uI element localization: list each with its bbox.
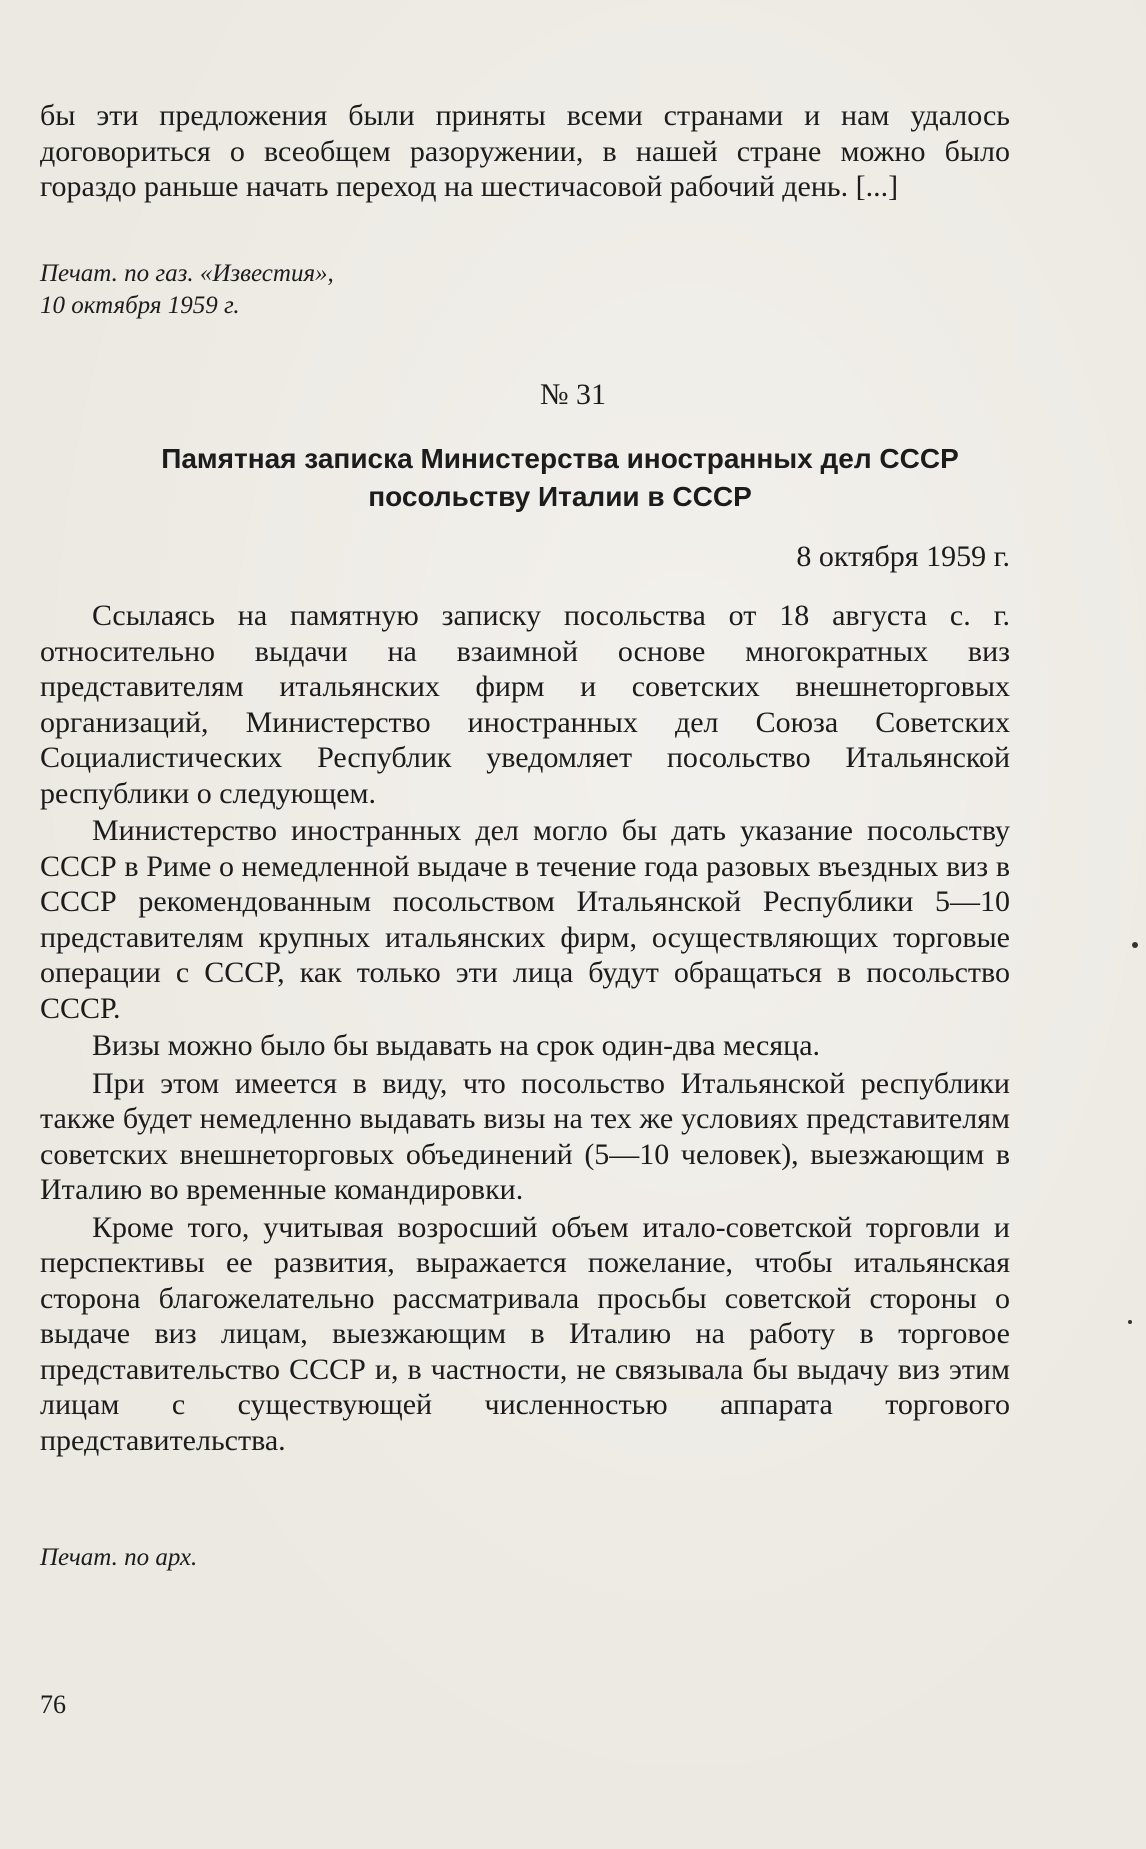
scan-speck — [1132, 942, 1138, 948]
document-source-line: Печат. по арх. — [40, 1544, 198, 1571]
body-paragraph-3: Визы можно было бы выдавать на срок один-два месяца. — [92, 1029, 821, 1062]
document-title-line-2: посольству Италии в СССР — [368, 481, 752, 512]
body-paragraph-2: Министерство иностранных дел могло бы дать указание посольству СССР в Риме о немедленной выдаче в течение года разовых въездных виз в СССР рекомендованным посольством Итальянской Республики 5—10 представителям крупных итальянских фирм, осуществляющих торговые операции с СССР, как только эти лица будут обращаться в посольство СССР. — [40, 814, 1010, 1025]
body-paragraph-5: Кроме того, учитывая возросший объем итало-советской торговли и перспективы ее развития, выражается пожелание, чтобы итальянская сторона благожелательно рассматривала просьбы советской стороны о выдаче виз лицам, выезжающим в Италию на работу в торговое представительство СССР и, в частности, не связывала бы выдачу виз этим лицам с существующей численностью аппарата торгового представительства. — [40, 1210, 1010, 1457]
intro-source-line-2: 10 октября 1959 г. — [40, 292, 240, 319]
body-paragraph-1: Ссылаясь на памятную записку посольства от 18 августа с. г. относительно выдачи на взаимной основе многократных виз представителям итальянских фирм и советских внешнеторговых организаций, Министерство иностранных дел Союза Советских Социалистических Республик уведомляет посольство Итальянской республики о следующем. — [40, 599, 1010, 810]
intro-block — [40, 98, 1010, 205]
document-date: 8 октября 1959 г. — [796, 540, 1010, 573]
document-number: № 31 — [539, 378, 607, 411]
body-paragraph-4: При этом имеется в виду, что посольство Итальянской республики также будет немедленно выдавать визы на тех же условиях представителям советских внешнеторговых объединений (5—10 человек), выезжающим в Италию во временные командировки. — [40, 1066, 1010, 1206]
document-body — [40, 598, 1010, 1458]
page-number: 76 — [40, 1690, 66, 1719]
intro-source-line-1: Печат. по газ. «Известия», — [40, 260, 334, 287]
document-source — [40, 1542, 1010, 1574]
document-title — [40, 440, 1080, 516]
document-title-line-1: Памятная записка Министерства иностранных дел СССР — [161, 443, 959, 474]
intro-source — [40, 258, 1010, 322]
scan-speck — [1128, 1320, 1132, 1324]
intro-paragraph: бы эти предложения были приняты всеми странами и нам удалось договориться о всеобщем разоружении, в нашей стране можно было гораздо раньше начать переход на шестичасовой рабочий день. [...] — [40, 99, 1010, 203]
